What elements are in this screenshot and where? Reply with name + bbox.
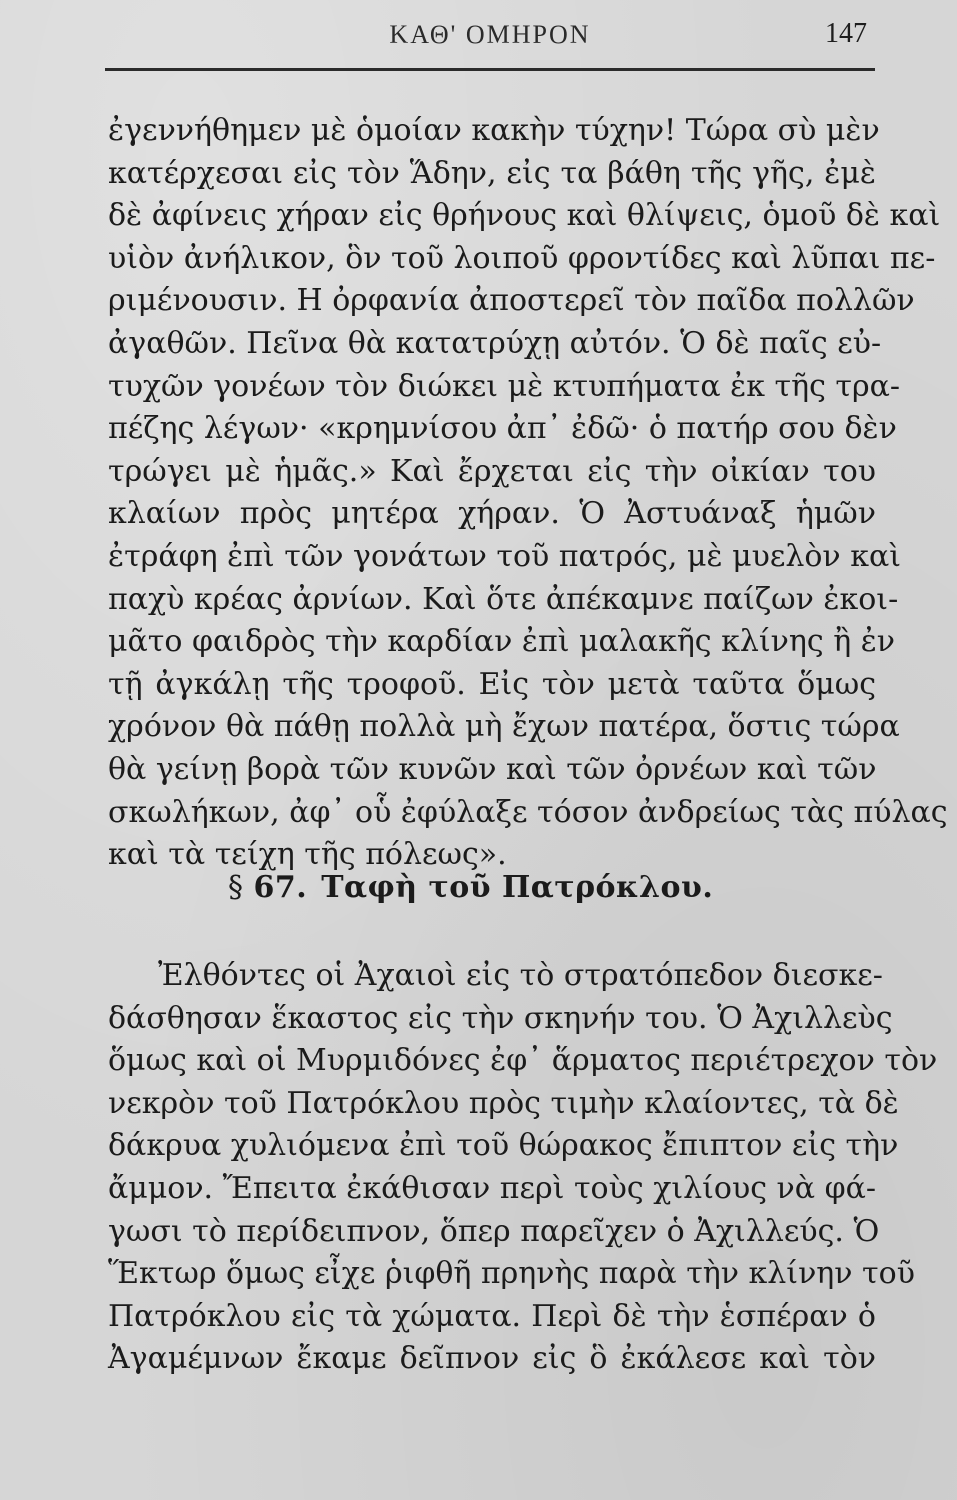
text-line: καὶ τὰ τείχη τῆς πόλεως». — [108, 837, 507, 873]
text-line: ἄμμον. Ἔπειτα ἐκάθισαν περὶ τοὺς χιλίους νὰ φά- — [108, 1170, 876, 1206]
section-sign: § — [228, 870, 244, 905]
section-heading — [228, 870, 713, 905]
text-line: θὰ γείνῃ βορὰ τῶν κυνῶν καὶ τῶν ὀρνέων καὶ τῶν — [108, 751, 877, 787]
text-line: ὅμως καὶ οἱ Μυρμιδόνες ἐφ᾽ ἅρματος περιέτρεχον τὸν — [108, 1043, 938, 1079]
section-title: Ταφὴ τοῦ Πατρόκλου. — [321, 870, 714, 905]
text-line: σκωλήκων, ἀφ᾽ οὗ ἐφύλαξε τόσον ἀνδρείως τὰς πύλας — [108, 794, 948, 830]
paragraph-1 — [108, 110, 948, 877]
text-line: μᾶτο φαιδρὸς τὴν καρδίαν ἐπὶ μαλακῆς κλίνης ἢ ἐν — [108, 624, 896, 660]
text-line: παχὺ κρέας ἀρνίων. Καὶ ὅτε ἀπέκαμνε παίζων ἐκοι- — [108, 581, 899, 617]
text-line: Ἕκτωρ ὅμως εἶχε ῥιφθῆ πρηνὴς παρὰ τὴν κλίνην τοῦ — [108, 1256, 915, 1292]
text-line: υἱὸν ἀνήλικον, ὃν τοῦ λοιποῦ φροντίδες καὶ λῦπαι πε- — [108, 240, 936, 276]
text-line: γωσι τὸ περίδειπνον, ὅπερ παρεῖχεν ὁ Ἀχιλλεύς. Ὁ — [108, 1213, 880, 1249]
text-line: τῇ ἀγκάλῃ τῆς τροφοῦ. Εἰς τὸν μετὰ ταῦτα ὅμως — [108, 666, 876, 702]
text-line: ἐγεννήθημεν μὲ ὁμοίαν κακὴν τύχην! Τώρα σὺ μὲν — [108, 113, 880, 148]
paragraph-2 — [108, 955, 938, 1381]
text-line: δὲ ἀφίνεις χήραν εἰς θρήνους καὶ θλίψεις, ὁμοῦ δὲ καὶ — [108, 198, 941, 234]
page-header — [105, 16, 875, 60]
text-line: κατέρχεσαι εἰς τὸν Ἅδην, εἰς τα βάθη τῆς γῆς, ἐμὲ — [108, 155, 876, 191]
text-line: κλαίων πρὸς μητέρα χήραν. Ὁ Ἀστυάναξ ἡμῶν — [108, 496, 876, 532]
text-line: ἐτράφη ἐπὶ τῶν γονάτων τοῦ πατρός, μὲ μυελὸν καὶ — [108, 538, 901, 574]
text-line: Ἐλθόντες οἱ Ἀχαιοὶ εἰς τὸ στρατόπεδον διεσκε- — [158, 958, 883, 993]
text-line: τρώγει μὲ ἡμᾶς.» Καὶ ἔρχεται εἰς τὴν οἰκίαν του — [108, 453, 876, 489]
text-line: νεκρὸν τοῦ Πατρόκλου πρὸς τιμὴν κλαίοντες, τὰ δὲ — [108, 1085, 899, 1121]
header-rule — [105, 68, 875, 71]
text-line: δάσθησαν ἕκαστος εἰς τὴν σκηνήν του. Ὁ Ἀχιλλεὺς — [108, 1000, 893, 1036]
page-number: 147 — [825, 18, 867, 49]
text-line: ἀγαθῶν. Πεῖνα θὰ κατατρύχῃ αὐτόν. Ὁ δὲ παῖς εὐ- — [108, 325, 882, 361]
text-line: χρόνον θὰ πάθῃ πολλὰ μὴ ἔχων πατέρα, ὅστις τώρα — [108, 709, 900, 745]
text-line: Ἀγαμέμνων ἔκαμε δεῖπνον εἰς ὃ ἐκάλεσε καὶ τὸν — [108, 1341, 876, 1377]
text-line: Πατρόκλου εἰς τὰ χώματα. Περὶ δὲ τὴν ἑσπέραν ὁ — [108, 1298, 876, 1334]
text-line: δάκρυα χυλιόμενα ἐπὶ τοῦ θώρακος ἔπιπτον εἰς τὴν — [108, 1128, 899, 1164]
text-line: πέζης λέγων· «κρημνίσου ἀπ᾽ ἐδῶ· ὁ πατήρ σου δὲν — [108, 411, 897, 447]
section-number: 67. — [253, 870, 308, 905]
text-line: τυχῶν γονέων τὸν διώκει μὲ κτυπήματα ἐκ τῆς τρα- — [108, 368, 901, 404]
running-title: ΚΑΘ' ΟΜΗΡΟΝ — [389, 20, 591, 49]
text-line: ριμένουσιν. Η ὀρφανία ἀποστερεῖ τὸν παῖδα πολλῶν — [108, 283, 915, 319]
